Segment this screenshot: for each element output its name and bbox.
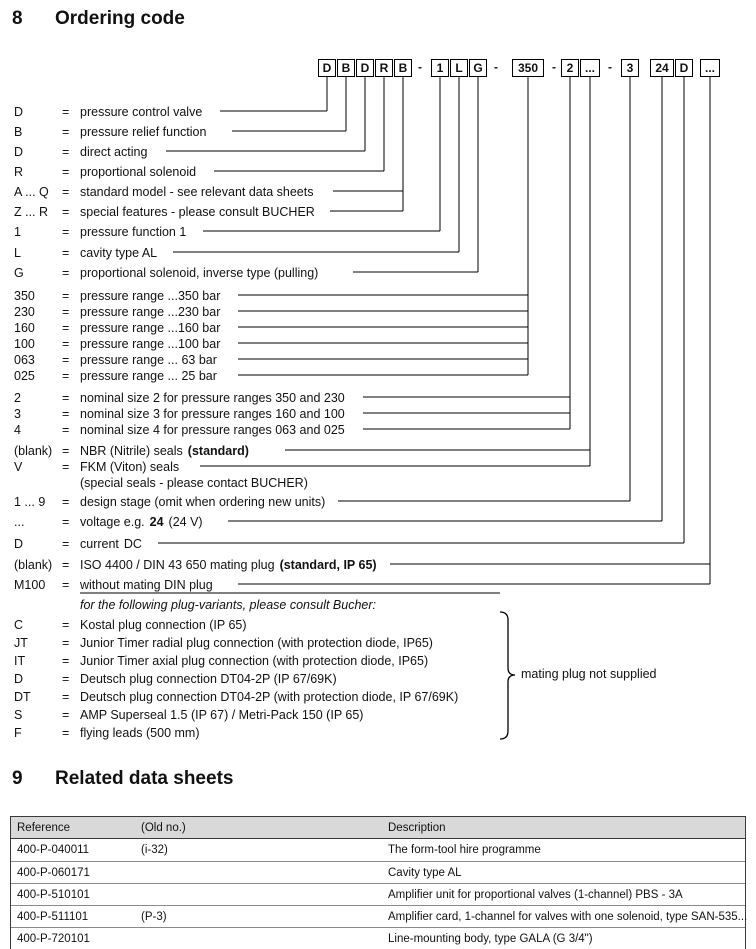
equals-sign: = [62,321,70,335]
legend-row [14,224,186,240]
equals-sign: = [62,690,70,704]
equals-sign: = [62,654,70,668]
equals-sign: = [62,578,70,592]
legend-row [14,725,200,741]
legend-row [14,617,247,633]
cell-reference: 400-P-510101 [17,889,90,901]
legend-desc: Junior Timer radial plug connection (with protection diode, IP65) [80,636,433,650]
legend-row [14,635,433,651]
legend-code: 160 [14,321,35,335]
legend-row [14,124,206,140]
cell-reference: 400-P-511101 [17,911,89,923]
legend-code: 3 [14,407,21,421]
equals-sign: = [62,391,70,405]
legend-desc: proportional solenoid [80,165,197,179]
legend-desc: for the following plug-variants, please consult Bucher: [80,598,376,612]
legend-code: G [14,266,24,280]
legend-desc-bold: (standard, IP 65) [279,558,377,572]
equals-sign: = [62,618,70,632]
legend-code: 230 [14,305,35,319]
legend-code: F [14,726,22,740]
legend-desc: pressure range ... 25 bar [80,369,217,383]
legend-desc: nominal size 3 for pressure ranges 160 and 100 [80,407,345,421]
cell-description: Line-mounting body, type GALA (G 3/4") [388,933,593,945]
related-data-sheets-table [10,816,746,949]
legend-row [14,514,203,530]
legend-desc: direct acting [80,145,148,159]
legend-desc: nominal size 4 for pressure ranges 063 and 025 [80,423,345,437]
legend-code: C [14,618,24,632]
header-old-no: (Old no.) [141,822,186,834]
legend-desc: voltage e.g. [80,515,145,529]
equals-sign: = [62,185,70,199]
legend-code: D [14,105,24,119]
cell-description: Cavity type AL [388,867,462,879]
equals-sign: = [62,515,70,529]
cell-reference: 400-P-040011 [17,844,90,856]
code-separator-dash: - [494,60,498,74]
table-row [11,839,745,861]
code-separator-dash: - [608,60,612,74]
code-box: 1 [431,59,449,77]
legend-code: S [14,708,23,722]
legend-code: 1 [14,225,21,239]
legend-code: R [14,165,24,179]
cell-reference: 400-P-720101 [17,933,90,945]
legend-desc: pressure range ...230 bar [80,305,221,319]
section-8-heading [12,8,185,30]
section-title: Related data sheets [55,768,234,789]
legend-row [14,459,179,475]
legend-row [14,184,313,200]
equals-sign: = [62,105,70,119]
equals-sign: = [62,289,70,303]
cell-old-no: (P-3) [141,911,167,923]
legend-desc: design stage (omit when ordering new units) [80,495,326,509]
legend-code: 2 [14,391,21,405]
legend-row [14,336,220,352]
legend-code: JT [14,636,28,650]
legend-desc: flying leads (500 mm) [80,726,200,740]
legend-desc: AMP Superseal 1.5 (IP 67) / Metri-Pack 150 (IP 65) [80,708,364,722]
legend-row [14,352,217,368]
header-reference: Reference [17,822,71,834]
legend-code: L [14,246,21,260]
legend-row [14,265,318,281]
legend-desc: pressure function 1 [80,225,187,239]
table-row [11,883,745,905]
legend-desc: proportional solenoid, inverse type (pulling) [80,266,319,280]
code-box: D [356,59,374,77]
equals-sign: = [62,495,70,509]
equals-sign: = [62,305,70,319]
code-box: ... [580,59,600,77]
legend-code: D [14,672,24,686]
legend-code: IT [14,654,26,668]
legend-row [14,144,147,160]
section-title: Ordering code [55,8,185,29]
cell-description: Amplifier card, 1-channel for valves with one solenoid, type SAN-535... [388,911,748,923]
legend-row [14,304,220,320]
legend-code: A ... Q [14,185,49,199]
cell-reference: 400-P-060171 [17,867,90,879]
legend-row [14,475,308,491]
legend-code: 350 [14,289,35,303]
code-box: ... [700,59,720,77]
equals-sign: = [62,369,70,383]
code-box: G [469,59,487,77]
legend-desc: Deutsch plug connection DT04-2P (IP 67/69K) [80,672,337,686]
legend-desc: pressure control valve [80,105,203,119]
equals-sign: = [62,537,70,551]
equals-sign: = [62,145,70,159]
legend-row [14,653,428,669]
legend-note-row [14,597,376,613]
legend-code: 063 [14,353,35,367]
legend-desc: Deutsch plug connection DT04-2P (with protection diode, IP 67/69K) [80,690,459,704]
legend-desc: pressure range ...350 bar [80,289,221,303]
brace-label: mating plug not supplied [521,667,657,681]
legend-row [14,104,202,120]
legend-desc: Kostal plug connection (IP 65) [80,618,247,632]
legend-row [14,557,377,573]
equals-sign: = [62,558,70,572]
legend-row [14,245,157,261]
legend-desc: NBR (Nitrile) seals [80,444,183,458]
equals-sign: = [62,337,70,351]
table-row [11,927,745,949]
legend-code: 1 ... 9 [14,495,46,509]
code-box: D [675,59,693,77]
legend-row [14,536,142,552]
legend-code: DT [14,690,31,704]
table-row [11,905,748,927]
legend-desc: without mating DIN plug [80,578,213,592]
legend-row [14,204,315,220]
legend-code: 4 [14,423,21,437]
equals-sign: = [62,423,70,437]
header-description: Description [388,822,446,834]
legend-code: Z ... R [14,205,49,219]
equals-sign: = [62,444,70,458]
legend-code: V [14,460,23,474]
legend-desc: pressure relief function [80,125,207,139]
cell-description: The form-tool hire programme [388,844,541,856]
legend-desc: standard model - see relevant data sheets [80,185,314,199]
equals-sign: = [62,165,70,179]
code-box: L [450,59,468,77]
equals-sign: = [62,353,70,367]
equals-sign: = [62,125,70,139]
legend-desc-tail: DC [123,537,142,551]
legend-desc-bold: (standard) [187,444,249,458]
legend-code: D [14,537,24,551]
equals-sign: = [62,708,70,722]
legend-code: D [14,145,24,159]
legend-desc: (special seals - please contact BUCHER) [80,476,308,490]
equals-sign: = [62,672,70,686]
equals-sign: = [62,726,70,740]
legend-code: (blank) [14,558,53,572]
cell-old-no: (i-32) [141,844,168,856]
legend-code: M100 [14,578,46,592]
equals-sign: = [62,266,70,280]
legend-code: B [14,125,23,139]
legend-desc: nominal size 2 for pressure ranges 350 and 230 [80,391,345,405]
equals-sign: = [62,225,70,239]
legend-desc: special features - please consult BUCHER [80,205,315,219]
code-box: 350 [512,59,544,77]
legend-row [14,494,325,510]
legend-desc: current [80,537,119,551]
legend-row [14,443,249,459]
code-separator-dash: - [418,60,422,74]
code-box: R [375,59,393,77]
legend-desc: Junior Timer axial plug connection (with protection diode, IP65) [80,654,429,668]
table-row [11,861,745,883]
legend-code: (blank) [14,444,53,458]
cell-description: Amplifier unit for proportional valves (1-channel) PBS - 3A [388,889,683,901]
legend-row [14,368,217,384]
code-box: D [318,59,336,77]
code-separator-dash: - [552,60,556,74]
legend-row [14,671,337,687]
code-box: 2 [561,59,579,77]
legend-row [14,288,220,304]
section-number: 9 [12,768,23,789]
table-header-row [11,817,745,839]
legend-row [14,707,363,723]
equals-sign: = [62,205,70,219]
legend-desc: pressure range ...100 bar [80,337,221,351]
legend-desc: FKM (Viton) seals [80,460,180,474]
legend-desc: cavity type AL [80,246,158,260]
legend-row [14,577,213,593]
legend-desc-bold: 24 [149,515,164,529]
legend-desc: pressure range ...160 bar [80,321,221,335]
legend-code: ... [14,515,25,529]
code-box: B [337,59,355,77]
legend-desc: ISO 4400 / DIN 43 650 mating plug [80,558,275,572]
equals-sign: = [62,407,70,421]
legend-code: 025 [14,369,35,383]
legend-code: 100 [14,337,35,351]
legend-row [14,390,345,406]
legend-row [14,422,345,438]
section-9-heading [12,768,233,790]
code-box: 24 [650,59,674,77]
legend-desc: pressure range ... 63 bar [80,353,217,367]
legend-row [14,689,458,705]
legend-row [14,164,196,180]
legend-row [14,320,220,336]
legend-desc-tail: (24 V) [168,515,203,529]
section-number: 8 [12,8,23,29]
legend-row [14,406,345,422]
brace [500,612,515,739]
equals-sign: = [62,636,70,650]
code-box: 3 [621,59,639,77]
equals-sign: = [62,246,70,260]
equals-sign: = [62,460,70,474]
code-box: B [394,59,412,77]
